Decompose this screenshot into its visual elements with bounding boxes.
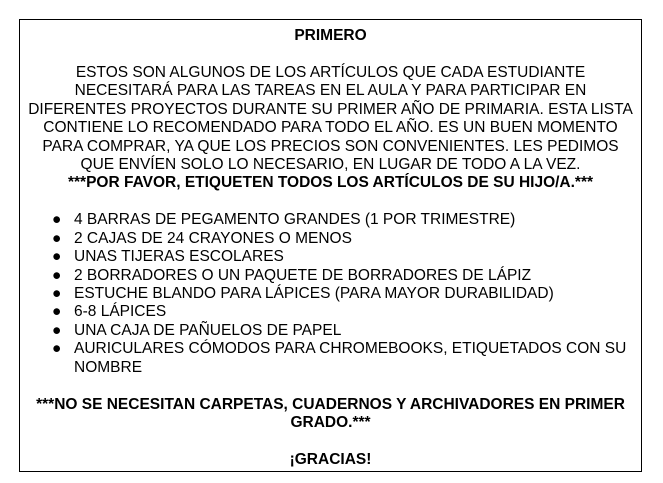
bullet-icon: ●	[52, 321, 62, 339]
bullet-icon: ●	[52, 284, 62, 302]
supply-item	[26, 285, 635, 303]
bullet-icon: ●	[52, 211, 62, 229]
supply-item-text: 4 BARRAS DE PEGAMENTO GRANDES (1 POR TRIMESTRE)	[74, 211, 516, 229]
supply-item-text: UNA CAJA DE PAÑUELOS DE PAPEL	[74, 321, 342, 339]
supply-item	[26, 248, 635, 266]
supply-item-text: 2 CAJAS DE 24 CRAYONES O MENOS	[74, 229, 352, 247]
bullet-icon: ●	[52, 340, 62, 358]
supply-item-text: 6-8 LÁPICES	[74, 303, 167, 321]
label-request: ***POR FAVOR, ETIQUETEN TODOS LOS ARTÍCULOS DE SU HIJO/A.***	[67, 174, 594, 192]
intro-text: ESTOS SON ALGUNOS DE LOS ARTÍCULOS QUE CADA ESTUDIANTE NECESITARÁ PARA LAS TAREAS EN EL AULA Y PARA PARTICIPAR EN DIFERENTES PROYECTOS DURANTE SU PRIMER AÑO DE PRIMARIA. ESTA LISTA CONTIENE LO RECOMENDADO PARA TODO EL AÑO. ES UN BUEN MOMENTO PARA COMPRAR, YA QUE LOS PRECIOS SON CONVENIENTES. LES PEDIMOS QUE ENVÍEN SOLO LO NECESARIO, EN LUGAR DE TODO A LA VEZ.	[28, 64, 633, 174]
supply-item	[26, 322, 635, 340]
supply-list	[26, 211, 635, 377]
document-title: PRIMERO	[294, 27, 367, 44]
supply-item	[26, 211, 635, 229]
bullet-icon: ●	[52, 248, 62, 266]
supply-item	[26, 230, 635, 248]
supply-item-text: UNAS TIJERAS ESCOLARES	[74, 248, 284, 266]
supply-item-text: 2 BORRADORES O UN PAQUETE DE BORRADORES DE LÁPIZ	[74, 266, 532, 284]
supply-item	[26, 267, 635, 285]
bullet-icon: ●	[52, 303, 62, 321]
supply-item-text: ESTUCHE BLANDO PARA LÁPICES (PARA MAYOR DURABILIDAD)	[74, 284, 554, 302]
intro-paragraph	[26, 64, 635, 193]
document-frame	[19, 19, 642, 472]
supply-item-text: AURICULARES CÓMODOS PARA CHROMEBOOKS, ETIQUETADOS CON SU NOMBRE	[74, 340, 627, 376]
bullet-icon: ●	[52, 266, 62, 284]
thanks-line: ¡GRACIAS!	[289, 450, 372, 468]
closing-note: ***NO SE NECESITAN CARPETAS, CUADERNOS Y ARCHIVADORES EN PRIMER GRADO.***	[36, 395, 625, 431]
supply-item	[26, 340, 635, 377]
supply-item	[26, 303, 635, 321]
bullet-icon: ●	[52, 229, 62, 247]
